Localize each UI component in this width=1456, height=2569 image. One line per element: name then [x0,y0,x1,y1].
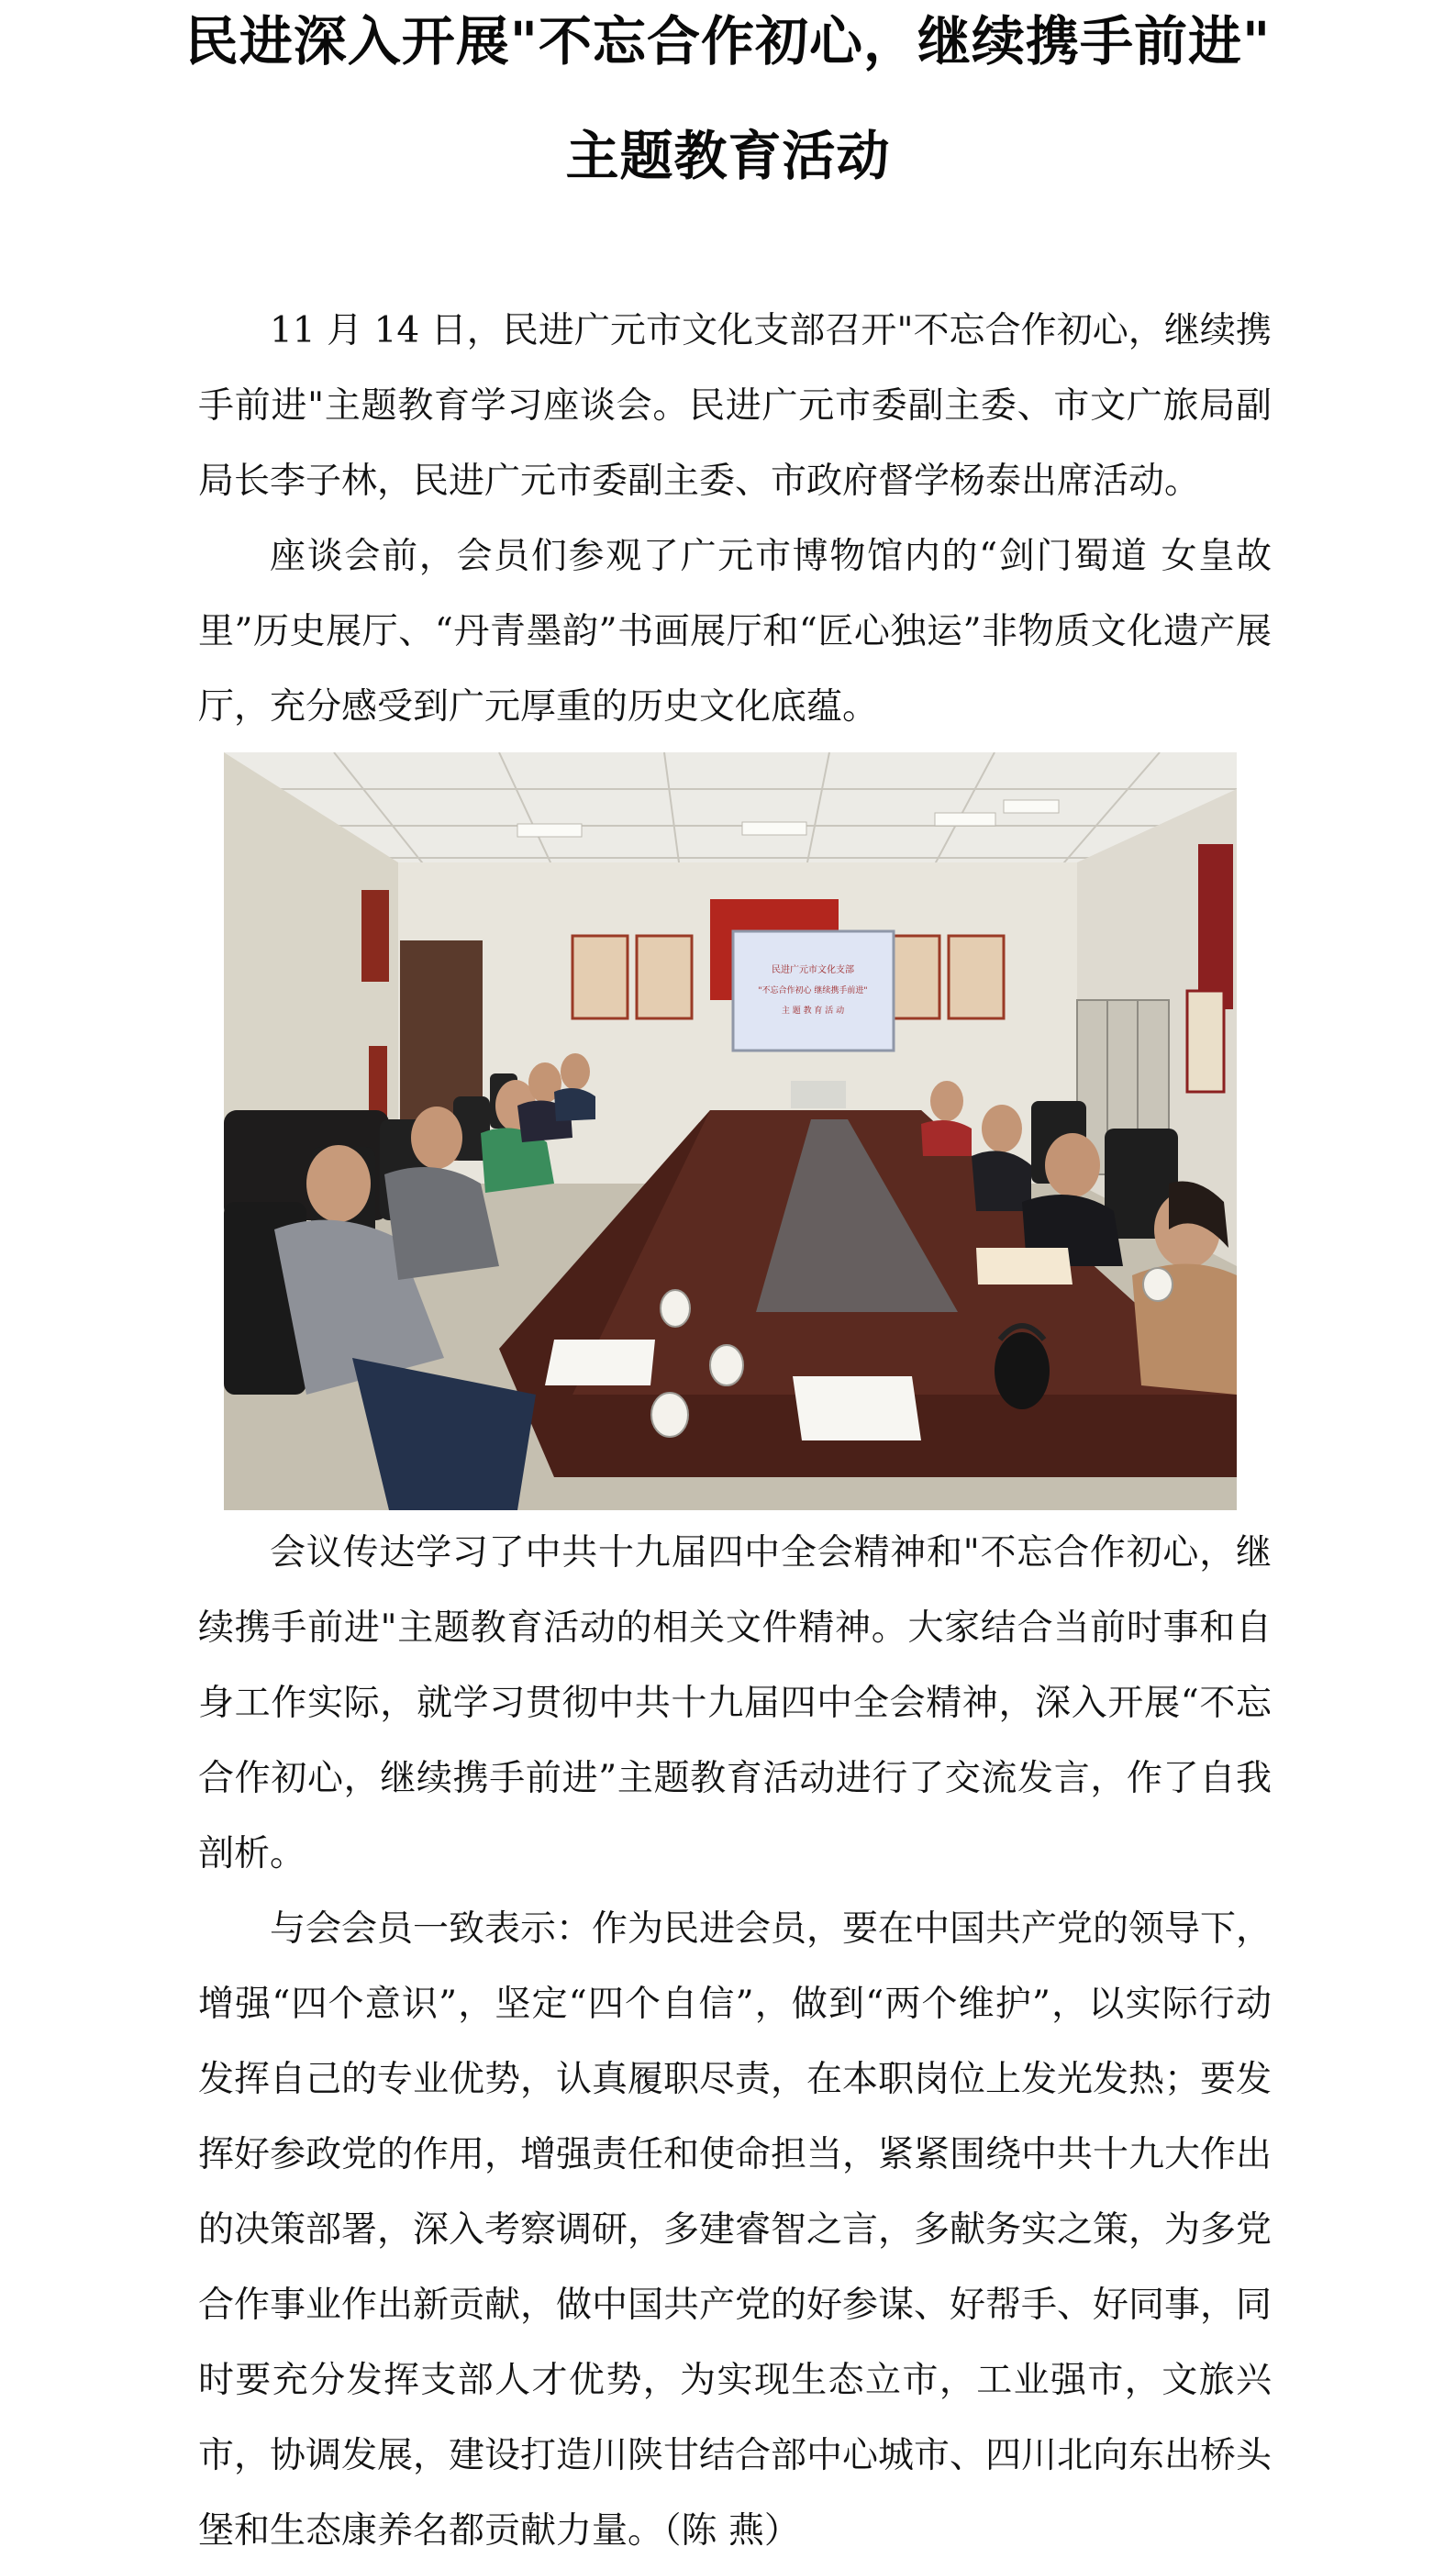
screen-text-line-3: 主 题 教 育 活 动 [781,1006,845,1016]
paragraph-2: 座谈会前，会员们参观了广元市博物馆内的“剑门蜀道 女皇故里”历史展厅、“丹青墨韵”书画展厅和“匠心独运”非物质文化遗产展厅，充分感受到广元厚重的历史文化底蕴。 [198,536,1272,728]
paragraph-4: 与会会员一致表示：作为民进会员，要在中国共产党的领导下，增强“四个意识”，坚定“四个自信”，做到“两个维护”，以实际行动发挥自己的专业优势，认真履职尽责，在本职岗位上发光发热；要发挥好参政党的作用，增强责任和使命担当，紧紧围绕中共十九大作出的决策部署，深入考察调研，多建睿智之言，多献务实之策，为多党合作事业作出新贡献，做中国共产党的好参谋、好帮手、好同事，同时要充分发挥支部人才优势，为实现生态立市，工业强市，文旅兴市，协调发展，建设打造川陕甘结合部中心城市、四川北向东出桥头堡和生态康养名都贡献力量。（陈 燕） [198,1908,1273,2552]
screen-text-line-1: 民进广元市文化支部 [772,965,854,975]
screen-text-line-2: "不忘合作初心 继续携手前进" [758,986,868,995]
paragraph-3: 会议传达学习了中共十九届四中全会精神和"不忘合作初心，继续携手前进"主题教育活动的相关文件精神。大家结合当前时事和自身工作实际，就学习贯彻中共十九届四中全会精神，深入开展“不忘合作初心，继续携手前进”主题教育活动进行了交流发言，作了自我剖析。 [198,1532,1272,1874]
article-title-line-2: 主题教育活动 [565,125,891,187]
paragraph-1: 11 月 14 日，民进广元市文化支部召开"不忘合作初心，继续携手前进"主题教育学习座谈会。民进广元市委副主委、市文广旅局副局长李子林，民进广元市委副主委、市政府督学杨泰出席活动。 [198,310,1272,502]
article-title-line-1: 民进深入开展"不忘合作初心，继续携手前进" [184,10,1272,72]
meeting-photo [224,752,1237,1510]
